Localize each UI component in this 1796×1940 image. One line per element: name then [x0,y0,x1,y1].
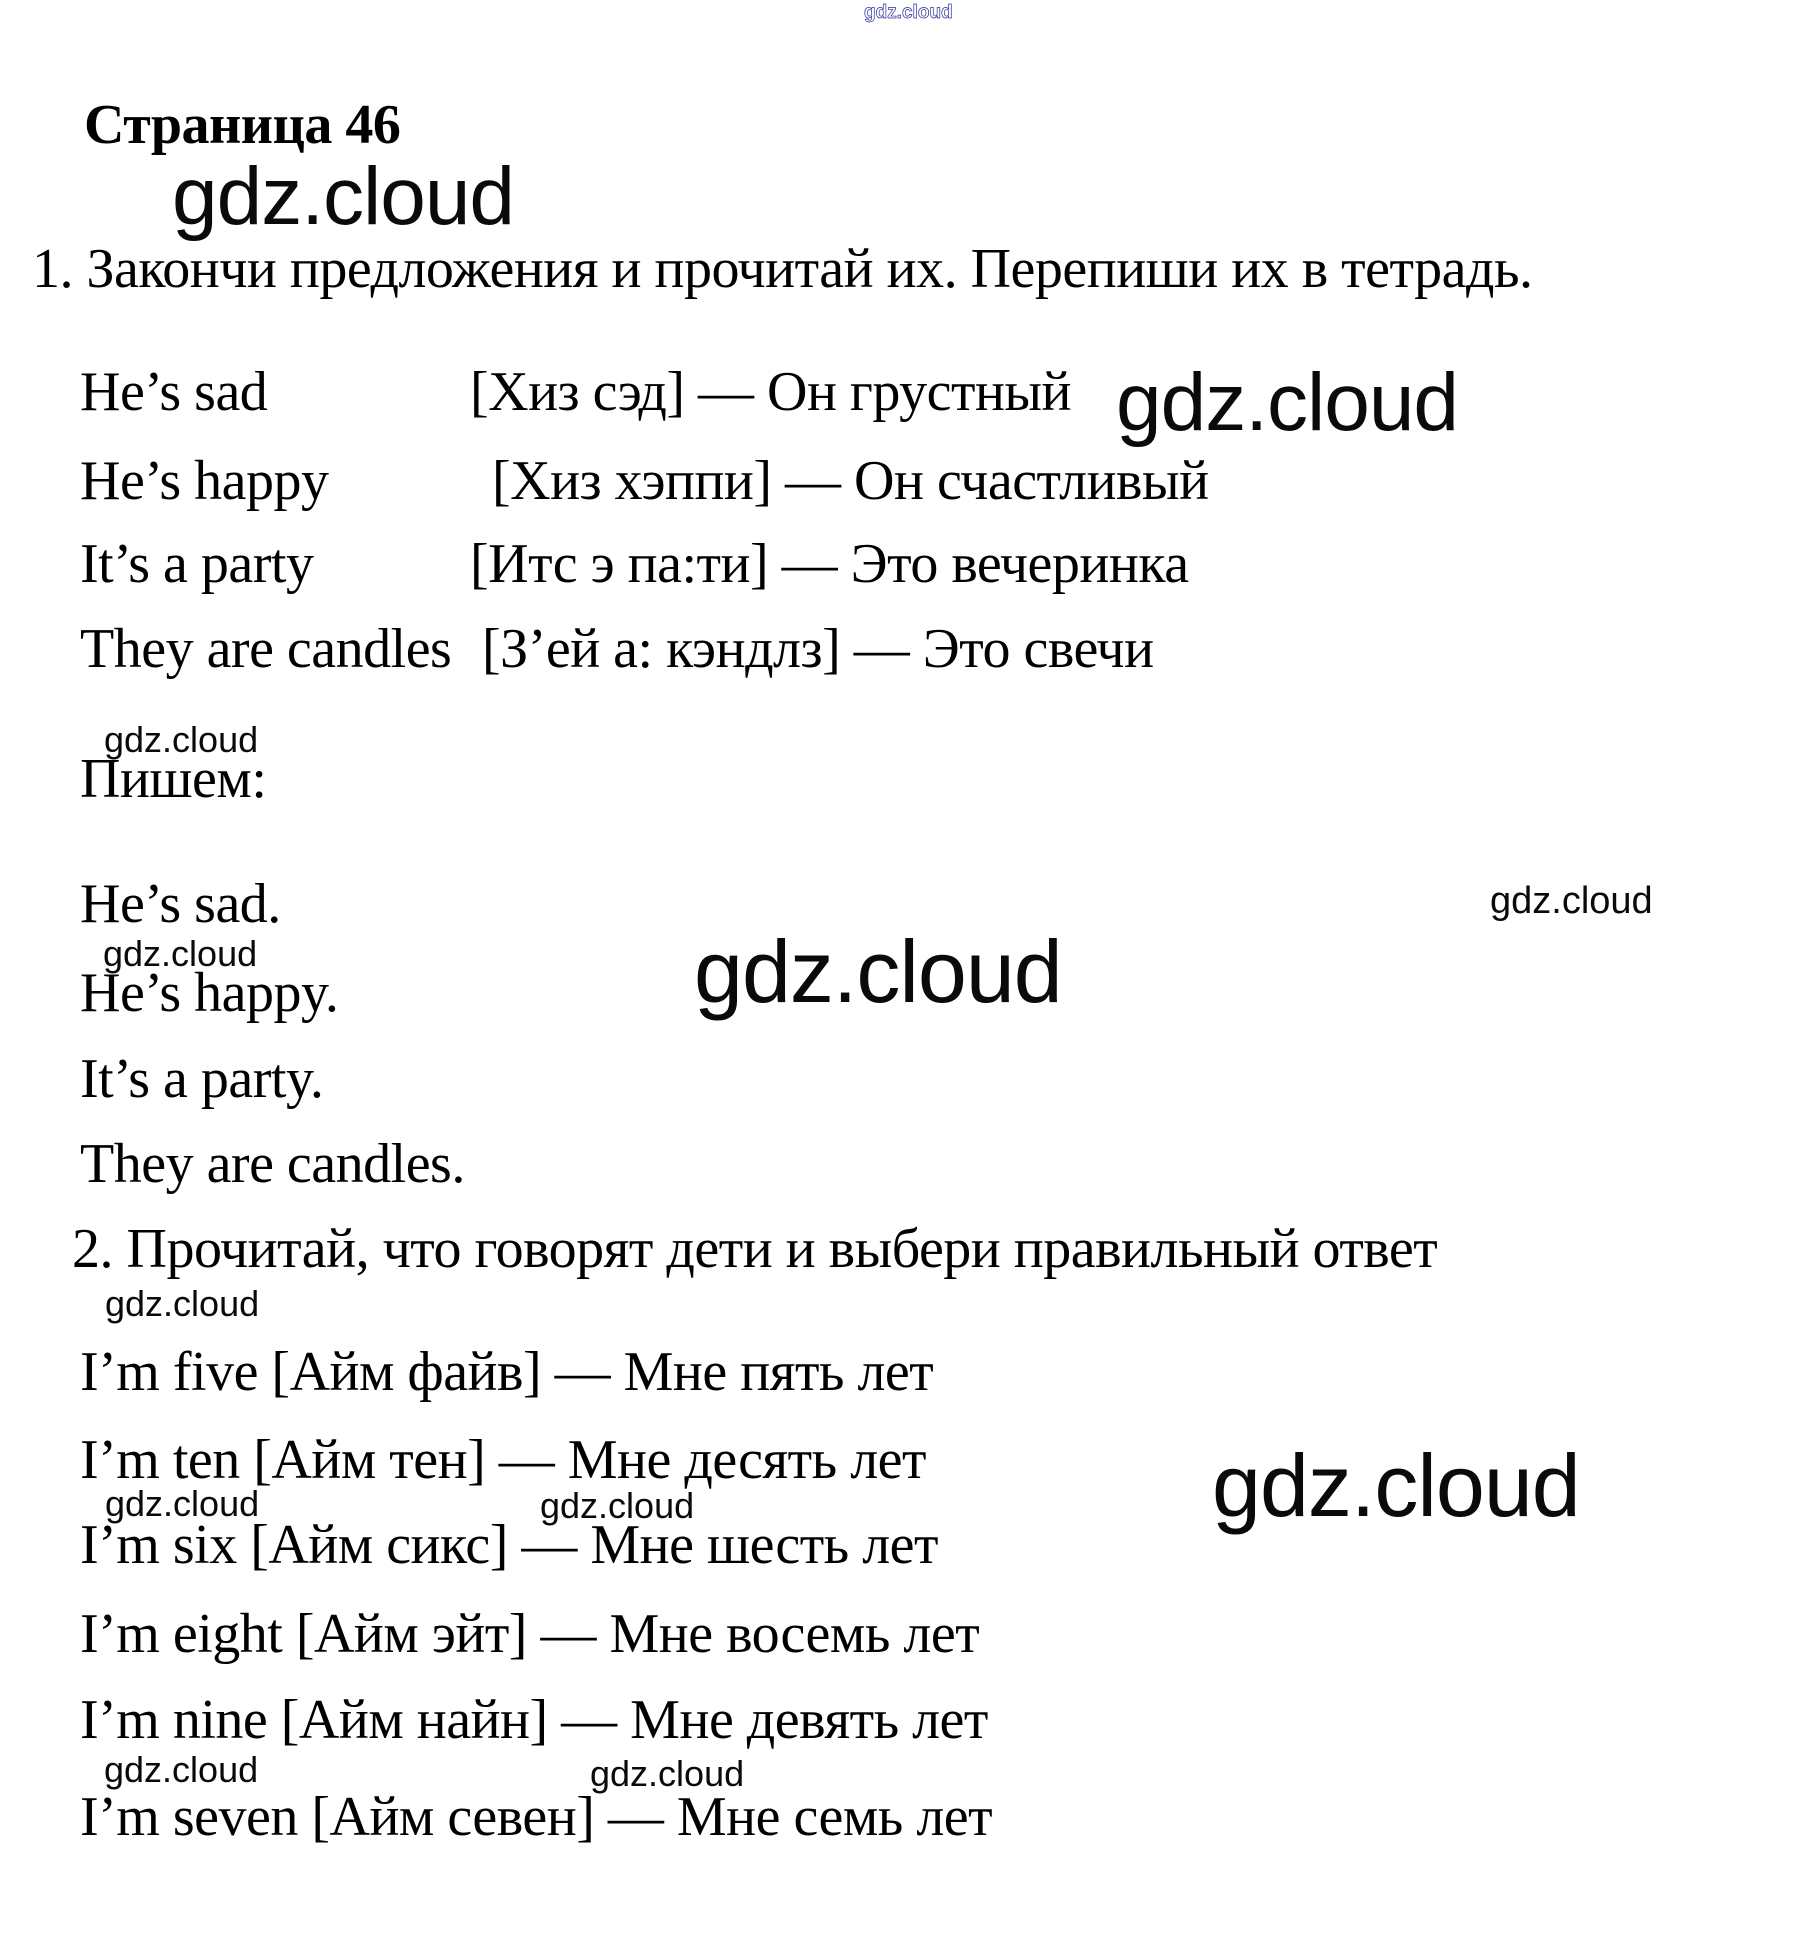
answer-line-1: He’s sad. [80,873,281,935]
vocab-transcription-translation: [Хиз сэд] — Он грустный [470,361,1072,423]
answer-line-4: They are candles. [80,1133,465,1195]
age-line-ten: I’m ten [Айм тен] — Мне десять лет [80,1429,926,1491]
vocab-line-hes-sad [80,363,1071,421]
age-line-eight: I’m eight [Айм эйт] — Мне восемь лет [80,1603,980,1665]
watermark-gdz-cloud-large-4: gdz.cloud [1212,1436,1580,1535]
vocab-line-its-a-party [80,535,1189,593]
watermark-gdz-cloud-medium: gdz.cloud [1490,880,1653,922]
watermark-gdz-cloud-large-3: gdz.cloud [694,922,1062,1021]
answer-line-3: It’s a party. [80,1048,324,1110]
task2-heading: 2. Прочитай, что говорят дети и выбери правильный ответ [72,1218,1438,1280]
vocab-transcription-translation: [Хиз хэппи] — Он счастливый [492,450,1209,512]
age-line-seven: I’m seven [Айм севен] — Мне семь лет [80,1786,993,1848]
watermark-gdz-cloud-large-1: gdz.cloud [172,151,515,242]
watermark-gdz-cloud-small-4: gdz.cloud [105,1483,260,1524]
vocab-english: He’s sad [80,361,268,423]
watermark-gdz-cloud-small-6: gdz.cloud [104,1749,259,1790]
watermark-gdz-cloud-small-3: gdz.cloud [105,1283,260,1324]
vocab-transcription-translation: [З’ей а: кэндлз] — Это свечи [482,618,1154,680]
watermark-gdz-cloud-small-5: gdz.cloud [540,1485,695,1526]
watermark-gdz-cloud-top: gdz.cloud [864,2,953,23]
vocab-transcription-translation: [Итс э па:ти] — Это вечеринка [470,533,1189,595]
age-line-six: I’m six [Айм сикс] — Мне шесть лет [80,1514,938,1576]
vocab-english: He’s happy [80,450,329,512]
vocab-english: They are candles [80,618,452,680]
write-label: Пишем: [80,748,267,810]
vocab-english: It’s a party [80,533,314,595]
page-title: Страница 46 [84,94,401,156]
watermark-gdz-cloud-large-2: gdz.cloud [1116,357,1459,448]
age-line-nine: I’m nine [Айм найн] — Мне девять лет [80,1689,988,1751]
watermark-gdz-cloud-small-7: gdz.cloud [590,1753,745,1794]
answer-line-2: He’s happy. [80,962,339,1024]
watermark-gdz-cloud-small-2: gdz.cloud [103,933,258,974]
task1-heading: 1. Закончи предложения и прочитай их. Перепиши их в тетрадь. [32,238,1533,300]
vocab-line-they-are-candles [80,620,1154,678]
vocab-line-hes-happy [80,452,1209,510]
age-line-five: I’m five [Айм файв] — Мне пять лет [80,1341,934,1403]
watermark-gdz-cloud-small-1: gdz.cloud [104,719,259,760]
